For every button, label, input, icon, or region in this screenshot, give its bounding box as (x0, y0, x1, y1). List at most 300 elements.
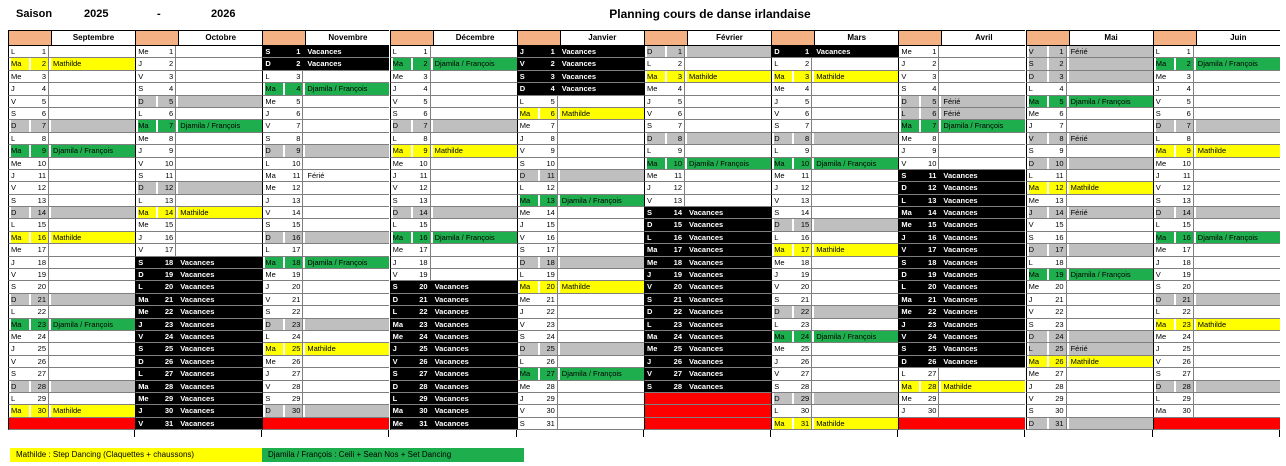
weekday-abbrev: Ma (647, 331, 658, 341)
day-row (135, 244, 262, 256)
day-event (433, 96, 517, 107)
day-event: Mathilde (1069, 356, 1153, 367)
day-number: 7 (158, 120, 176, 131)
day-event: Mathilde (51, 232, 135, 243)
day-row (1153, 108, 1280, 120)
weekday-abbrev: S (519, 158, 525, 168)
day-event: Djamila / François (433, 232, 517, 243)
day-event (560, 96, 644, 107)
weekday-abbrev: J (392, 170, 397, 180)
day-number: 11 (158, 170, 176, 181)
day-row (1026, 331, 1153, 343)
day-number: 31 (413, 418, 431, 429)
day-event (687, 120, 771, 131)
day-number: 16 (540, 232, 558, 243)
day-event (1196, 257, 1280, 268)
day-event (814, 133, 898, 144)
day-row (898, 393, 1025, 405)
weekday-abbrev: Ma (1155, 406, 1167, 416)
day-row (771, 219, 898, 231)
day-event (687, 133, 771, 144)
day-list (1153, 46, 1280, 430)
day-event (941, 368, 1025, 379)
day-event (814, 343, 898, 354)
day-event: Vacances (689, 220, 724, 230)
day-number: 17 (794, 244, 812, 255)
weekday-abbrev: J (392, 257, 397, 267)
day-number: 1 (413, 46, 431, 57)
day-number: 30 (1049, 405, 1067, 416)
day-number: 12 (413, 182, 431, 193)
day-event: Vacances (689, 344, 724, 354)
day-event (433, 207, 517, 218)
day-row (644, 244, 771, 256)
day-number: 23 (413, 319, 431, 330)
weekday-abbrev: D (774, 393, 792, 404)
weekday-abbrev: S (774, 381, 780, 391)
weekday-abbrev: D (647, 220, 653, 230)
day-number: 14 (413, 207, 431, 218)
day-number: 11 (413, 170, 431, 181)
weekday-abbrev: J (138, 59, 142, 69)
weekday-abbrev: Me (647, 170, 658, 180)
day-event: Vacances (434, 369, 469, 379)
weekday-abbrev: V (1028, 307, 1034, 317)
day-row (135, 58, 262, 70)
day-number: 24 (158, 331, 176, 342)
day-row (390, 71, 517, 83)
day-number: 23 (285, 319, 303, 330)
day-event (51, 343, 135, 354)
day-number: 24 (413, 331, 431, 342)
day-row (135, 343, 262, 355)
weekday-abbrev: Ma (1156, 319, 1174, 330)
weekday-abbrev: D (265, 232, 283, 243)
day-number: 13 (285, 195, 303, 206)
day-number: 14 (285, 207, 303, 218)
weekday-abbrev: V (647, 282, 653, 292)
day-row (135, 133, 262, 145)
day-number: 27 (31, 368, 49, 379)
day-event (51, 269, 135, 280)
day-event (305, 120, 389, 131)
saison-label: Saison (16, 8, 53, 20)
day-number: 7 (1176, 120, 1194, 131)
day-row (1153, 269, 1280, 281)
day-row (135, 71, 262, 83)
day-row (517, 368, 644, 380)
day-number: 18 (667, 257, 685, 268)
day-number: 23 (1049, 319, 1067, 330)
day-number: 11 (667, 170, 685, 181)
day-number: 26 (158, 356, 176, 367)
day-event (814, 281, 898, 292)
day-number: 18 (540, 257, 558, 268)
day-row (8, 83, 135, 95)
day-number: 31 (158, 418, 176, 429)
day-event: Vacances (943, 245, 978, 255)
day-row (390, 257, 517, 269)
day-event (814, 120, 898, 131)
day-row (1026, 71, 1153, 83)
day-number: 8 (1176, 133, 1194, 144)
day-row (135, 108, 262, 120)
day-row (135, 145, 262, 157)
day-number: 28 (31, 381, 49, 392)
weekday-abbrev: V (392, 183, 398, 193)
day-row (517, 381, 644, 393)
day-event: Vacances (434, 381, 469, 391)
day-event (687, 182, 771, 193)
day-row (644, 356, 771, 368)
day-row (1153, 195, 1280, 207)
day-event (1196, 207, 1280, 218)
weekday-abbrev: V (138, 331, 144, 341)
day-row (517, 219, 644, 231)
day-number: 15 (1049, 219, 1067, 230)
day-row (644, 306, 771, 318)
day-row (1026, 368, 1153, 380)
day-row (644, 232, 771, 244)
weekday-abbrev: D (774, 133, 792, 144)
weekday-abbrev: Me (1155, 331, 1167, 341)
day-row (771, 133, 898, 145)
day-number: 29 (31, 393, 49, 404)
weekday-abbrev: D (138, 182, 156, 193)
weekday-abbrev: S (265, 133, 271, 143)
day-number: 22 (1049, 306, 1067, 317)
day-event (814, 170, 898, 181)
day-row (644, 381, 771, 393)
day-event (178, 232, 262, 243)
weekday-abbrev: Ma (11, 58, 29, 69)
day-number: 26 (1049, 356, 1067, 367)
month-column (1026, 30, 1153, 437)
day-event (433, 257, 517, 268)
day-event (560, 133, 644, 144)
day-event (687, 96, 771, 107)
weekday-abbrev: Me (519, 121, 531, 131)
day-event (305, 232, 389, 243)
day-row (262, 96, 389, 108)
day-row (8, 381, 135, 393)
day-event: Mathilde (51, 58, 135, 69)
day-event: Djamila / François (178, 120, 262, 131)
month-header (8, 30, 135, 46)
day-number: 23 (667, 319, 685, 330)
calendar-grid (8, 30, 1280, 437)
month-name: Novembre (305, 31, 389, 45)
day-event (1196, 356, 1280, 367)
day-event (1069, 232, 1153, 243)
weekday-abbrev: D (393, 207, 411, 218)
day-event (51, 281, 135, 292)
day-event (51, 219, 135, 230)
weekday-abbrev: J (519, 220, 524, 230)
weekday-abbrev: L (901, 108, 919, 119)
day-event (433, 269, 517, 280)
day-event (560, 356, 644, 367)
day-event: Djamila / François (687, 158, 771, 169)
day-row (262, 232, 389, 244)
day-row (262, 195, 389, 207)
day-row (517, 331, 644, 343)
day-event (1069, 58, 1153, 69)
day-row (517, 207, 644, 219)
day-row (1026, 133, 1153, 145)
day-row (517, 83, 644, 95)
month-header-swatch (772, 31, 814, 45)
day-number: 9 (413, 145, 431, 156)
day-row (390, 319, 517, 331)
day-event (560, 405, 644, 416)
weekday-abbrev: J (901, 146, 906, 156)
weekday-abbrev: L (11, 307, 16, 317)
day-event (1196, 281, 1280, 292)
day-number: 16 (1049, 232, 1067, 243)
day-event (305, 381, 389, 392)
day-row (644, 83, 771, 95)
day-row (135, 368, 262, 380)
weekday-abbrev: V (11, 356, 17, 366)
weekday-abbrev: V (647, 195, 653, 205)
month-header-swatch (263, 31, 305, 45)
day-row (771, 281, 898, 293)
day-row (1153, 71, 1280, 83)
weekday-abbrev: V (647, 369, 653, 379)
weekday-abbrev: Ma (11, 145, 29, 156)
day-row (644, 158, 771, 170)
month-header-swatch (518, 31, 560, 45)
day-event: Vacances (943, 282, 978, 292)
weekday-abbrev: Me (265, 270, 276, 280)
day-row (390, 356, 517, 368)
day-number: 7 (540, 120, 558, 131)
weekday-abbrev: J (265, 195, 270, 205)
day-number: 10 (540, 158, 558, 169)
day-event (51, 381, 135, 392)
day-event (178, 145, 262, 156)
day-number: 17 (158, 244, 176, 255)
day-row (1026, 170, 1153, 182)
day-number: 18 (158, 257, 176, 268)
day-event (178, 46, 262, 57)
weekday-abbrev: L (392, 47, 397, 56)
weekday-abbrev (265, 418, 283, 429)
day-row (8, 145, 135, 157)
day-row (8, 71, 135, 83)
day-number: 17 (921, 244, 939, 255)
weekday-abbrev: L (774, 232, 779, 242)
day-row (262, 182, 389, 194)
day-event (1069, 158, 1153, 169)
day-number: 12 (794, 182, 812, 193)
day-event (305, 356, 389, 367)
weekday-abbrev: L (1155, 393, 1160, 403)
weekday-abbrev: S (138, 84, 144, 94)
day-number: 15 (667, 219, 685, 230)
weekday-abbrev: S (1029, 58, 1047, 69)
weekday-abbrev: Ma (520, 195, 538, 206)
day-event (51, 83, 135, 94)
day-list (898, 46, 1025, 430)
day-number: 1 (1049, 46, 1067, 57)
day-event: Vacances (943, 232, 978, 242)
day-row (262, 158, 389, 170)
day-number: 2 (667, 58, 685, 69)
day-number: 20 (921, 281, 939, 292)
day-number: 3 (921, 71, 939, 82)
day-row (135, 46, 262, 58)
month-header-swatch (645, 31, 687, 45)
day-row (644, 96, 771, 108)
day-event (51, 368, 135, 379)
day-row (898, 219, 1025, 231)
day-number: 14 (540, 207, 558, 218)
day-row (517, 46, 644, 58)
day-number: 13 (1176, 195, 1194, 206)
month-name: Avril (941, 31, 1025, 45)
weekday-abbrev: Ma (1029, 182, 1047, 193)
day-number: 9 (1049, 145, 1067, 156)
day-number: 9 (31, 145, 49, 156)
day-number: 28 (1176, 381, 1194, 392)
day-row (135, 207, 262, 219)
weekday-abbrev: S (1155, 195, 1161, 205)
weekday-abbrev: V (1155, 270, 1161, 280)
day-event (814, 257, 898, 268)
month-name: Janvier (560, 31, 644, 45)
weekday-abbrev: S (519, 331, 525, 341)
weekday-abbrev: Me (392, 331, 404, 341)
day-event (178, 182, 262, 193)
day-event (178, 133, 262, 144)
day-row (135, 393, 262, 405)
weekday-abbrev: D (519, 84, 526, 94)
weekday-abbrev (1156, 418, 1174, 429)
weekday-abbrev: J (901, 319, 906, 329)
day-row (898, 207, 1025, 219)
day-event (305, 393, 389, 404)
weekday-abbrev: L (1155, 133, 1160, 143)
day-event (51, 294, 135, 305)
day-row (8, 368, 135, 380)
day-event (560, 269, 644, 280)
day-event (814, 232, 898, 243)
weekday-abbrev: V (138, 418, 144, 428)
day-number: 14 (158, 207, 176, 218)
day-number: 23 (158, 319, 176, 330)
day-event (305, 418, 389, 429)
weekday-abbrev: Ma (138, 120, 156, 131)
day-event (814, 182, 898, 193)
day-event (433, 244, 517, 255)
day-row (517, 58, 644, 70)
day-number: 6 (1176, 108, 1194, 119)
weekday-abbrev: Me (901, 133, 912, 143)
weekday-abbrev: J (774, 356, 778, 366)
day-event (814, 356, 898, 367)
month-column (8, 30, 135, 437)
day-number: 22 (413, 306, 431, 317)
day-row (1153, 281, 1280, 293)
day-number: 30 (413, 405, 431, 416)
weekday-abbrev: S (1155, 282, 1161, 292)
day-event (687, 83, 771, 94)
day-event: Djamila / François (305, 83, 389, 94)
day-event (305, 108, 389, 119)
day-number: 25 (540, 343, 558, 354)
weekday-abbrev: V (519, 319, 525, 329)
day-number: 13 (794, 195, 812, 206)
day-row (517, 195, 644, 207)
day-number: 11 (794, 170, 812, 181)
day-number: 24 (921, 331, 939, 342)
weekday-abbrev: S (392, 369, 398, 379)
day-row (517, 393, 644, 405)
day-event (433, 158, 517, 169)
weekday-abbrev: Me (265, 356, 276, 366)
weekday-abbrev: Ma (901, 381, 919, 392)
weekday-abbrev (11, 418, 29, 429)
day-event (687, 393, 771, 404)
day-row (644, 46, 771, 58)
day-number: 6 (285, 108, 303, 119)
day-row (771, 269, 898, 281)
weekday-abbrev: Ma (393, 145, 411, 156)
weekday-abbrev: Ma (11, 319, 29, 330)
day-number: 26 (31, 356, 49, 367)
weekday-abbrev: J (265, 282, 270, 292)
weekday-abbrev: Me (138, 133, 149, 143)
weekday-abbrev: S (265, 47, 271, 56)
day-row (517, 71, 644, 83)
weekday-abbrev: S (901, 84, 907, 94)
day-event (305, 96, 389, 107)
day-event (305, 219, 389, 230)
weekday-abbrev: Ma (901, 208, 912, 218)
day-row (1026, 207, 1153, 219)
day-row (135, 219, 262, 231)
day-event (51, 46, 135, 57)
day-event (1196, 170, 1280, 181)
day-number: 15 (794, 219, 812, 230)
day-number: 2 (1176, 58, 1194, 69)
day-number: 22 (540, 306, 558, 317)
day-number: 25 (158, 343, 176, 354)
weekday-abbrev: S (138, 170, 144, 180)
weekday-abbrev: V (519, 406, 525, 416)
weekday-abbrev: J (901, 232, 906, 242)
day-number: 19 (1049, 269, 1067, 280)
day-event (941, 71, 1025, 82)
day-event (560, 393, 644, 404)
weekday-abbrev: L (392, 133, 397, 143)
day-row (262, 331, 389, 343)
day-row (771, 83, 898, 95)
weekday-abbrev: S (1155, 108, 1161, 118)
day-number: 26 (667, 356, 685, 367)
weekday-abbrev: V (519, 146, 525, 156)
weekday-abbrev: V (392, 96, 398, 106)
day-row (644, 269, 771, 281)
day-list (517, 46, 644, 430)
day-event (560, 306, 644, 317)
weekday-abbrev: S (901, 257, 907, 267)
day-number: 29 (1049, 393, 1067, 404)
day-row (1026, 294, 1153, 306)
day-number (31, 418, 49, 429)
